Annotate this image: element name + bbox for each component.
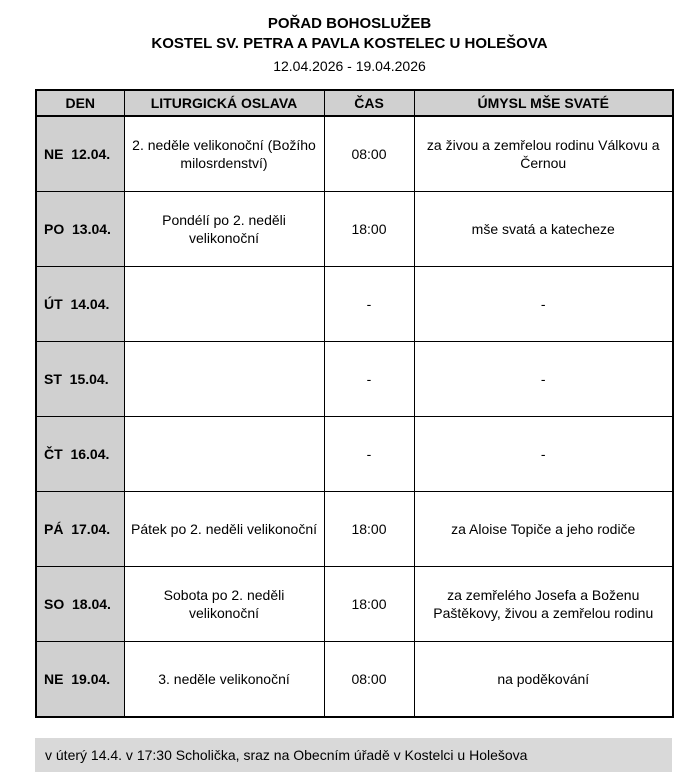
document-header — [0, 14, 699, 75]
table-row — [36, 567, 673, 642]
table-row — [36, 116, 673, 192]
table-row — [36, 642, 673, 718]
column-header-umysl: ÚMYSL MŠE SVATÉ — [414, 90, 673, 116]
page-title: POŘAD BOHOSLUŽEB — [267, 15, 432, 32]
celebration-cell: Pondélí po 2. neděli velikonoční — [124, 192, 324, 267]
day-cell: ST 15.04. — [36, 342, 124, 417]
schedule-table — [35, 89, 674, 718]
celebration-cell: 3. neděle velikonoční — [124, 642, 324, 718]
table-header-row — [36, 90, 673, 116]
column-header-cas: ČAS — [324, 90, 414, 116]
intention-cell: mše svatá a katecheze — [414, 192, 673, 267]
table-row — [36, 492, 673, 567]
celebration-cell: Sobota po 2. neděli velikonoční — [124, 567, 324, 642]
day-cell: NE 19.04. — [36, 642, 124, 718]
day-cell: PO 13.04. — [36, 192, 124, 267]
intention-cell: za zemřelého Josefa a Boženu Paštěkovy, živou a zemřelou rodinu — [414, 567, 673, 642]
time-cell: 18:00 — [324, 192, 414, 267]
table-row — [36, 417, 673, 492]
time-cell: 18:00 — [324, 492, 414, 567]
intention-cell: za živou a zemřelou rodinu Válkovu a Černou — [414, 116, 673, 192]
intention-cell: - — [414, 267, 673, 342]
date-range: 12.04.2026 - 19.04.2026 — [273, 57, 426, 74]
time-cell: 08:00 — [324, 642, 414, 718]
intention-cell: - — [414, 417, 673, 492]
celebration-cell — [124, 267, 324, 342]
time-cell: 08:00 — [324, 116, 414, 192]
intention-cell: na poděkování — [414, 642, 673, 718]
column-header-den: DEN — [36, 90, 124, 116]
page-subtitle: KOSTEL SV. PETRA A PAVLA KOSTELEC U HOLEŠOVA — [151, 35, 548, 53]
day-cell: SO 18.04. — [36, 567, 124, 642]
celebration-cell: Pátek po 2. neděli velikonoční — [124, 492, 324, 567]
table-row — [36, 267, 673, 342]
table-row — [36, 192, 673, 267]
footer-note: v úterý 14.4. v 17:30 Scholička, sraz na Obecním úřadě v Kostelci u Holešova — [35, 738, 672, 772]
intention-cell: za Aloise Topiče a jeho rodiče — [414, 492, 673, 567]
day-cell: PÁ 17.04. — [36, 492, 124, 567]
time-cell: 18:00 — [324, 567, 414, 642]
intention-cell: - — [414, 342, 673, 417]
day-cell: ČT 16.04. — [36, 417, 124, 492]
celebration-cell — [124, 417, 324, 492]
table-row — [36, 342, 673, 417]
celebration-cell — [124, 342, 324, 417]
celebration-cell: 2. neděle velikonoční (Božího milosrdenství) — [124, 116, 324, 192]
time-cell: - — [324, 417, 414, 492]
day-cell: ÚT 14.04. — [36, 267, 124, 342]
column-header-oslava: LITURGICKÁ OSLAVA — [124, 90, 324, 116]
time-cell: - — [324, 342, 414, 417]
day-cell: NE 12.04. — [36, 116, 124, 192]
time-cell: - — [324, 267, 414, 342]
